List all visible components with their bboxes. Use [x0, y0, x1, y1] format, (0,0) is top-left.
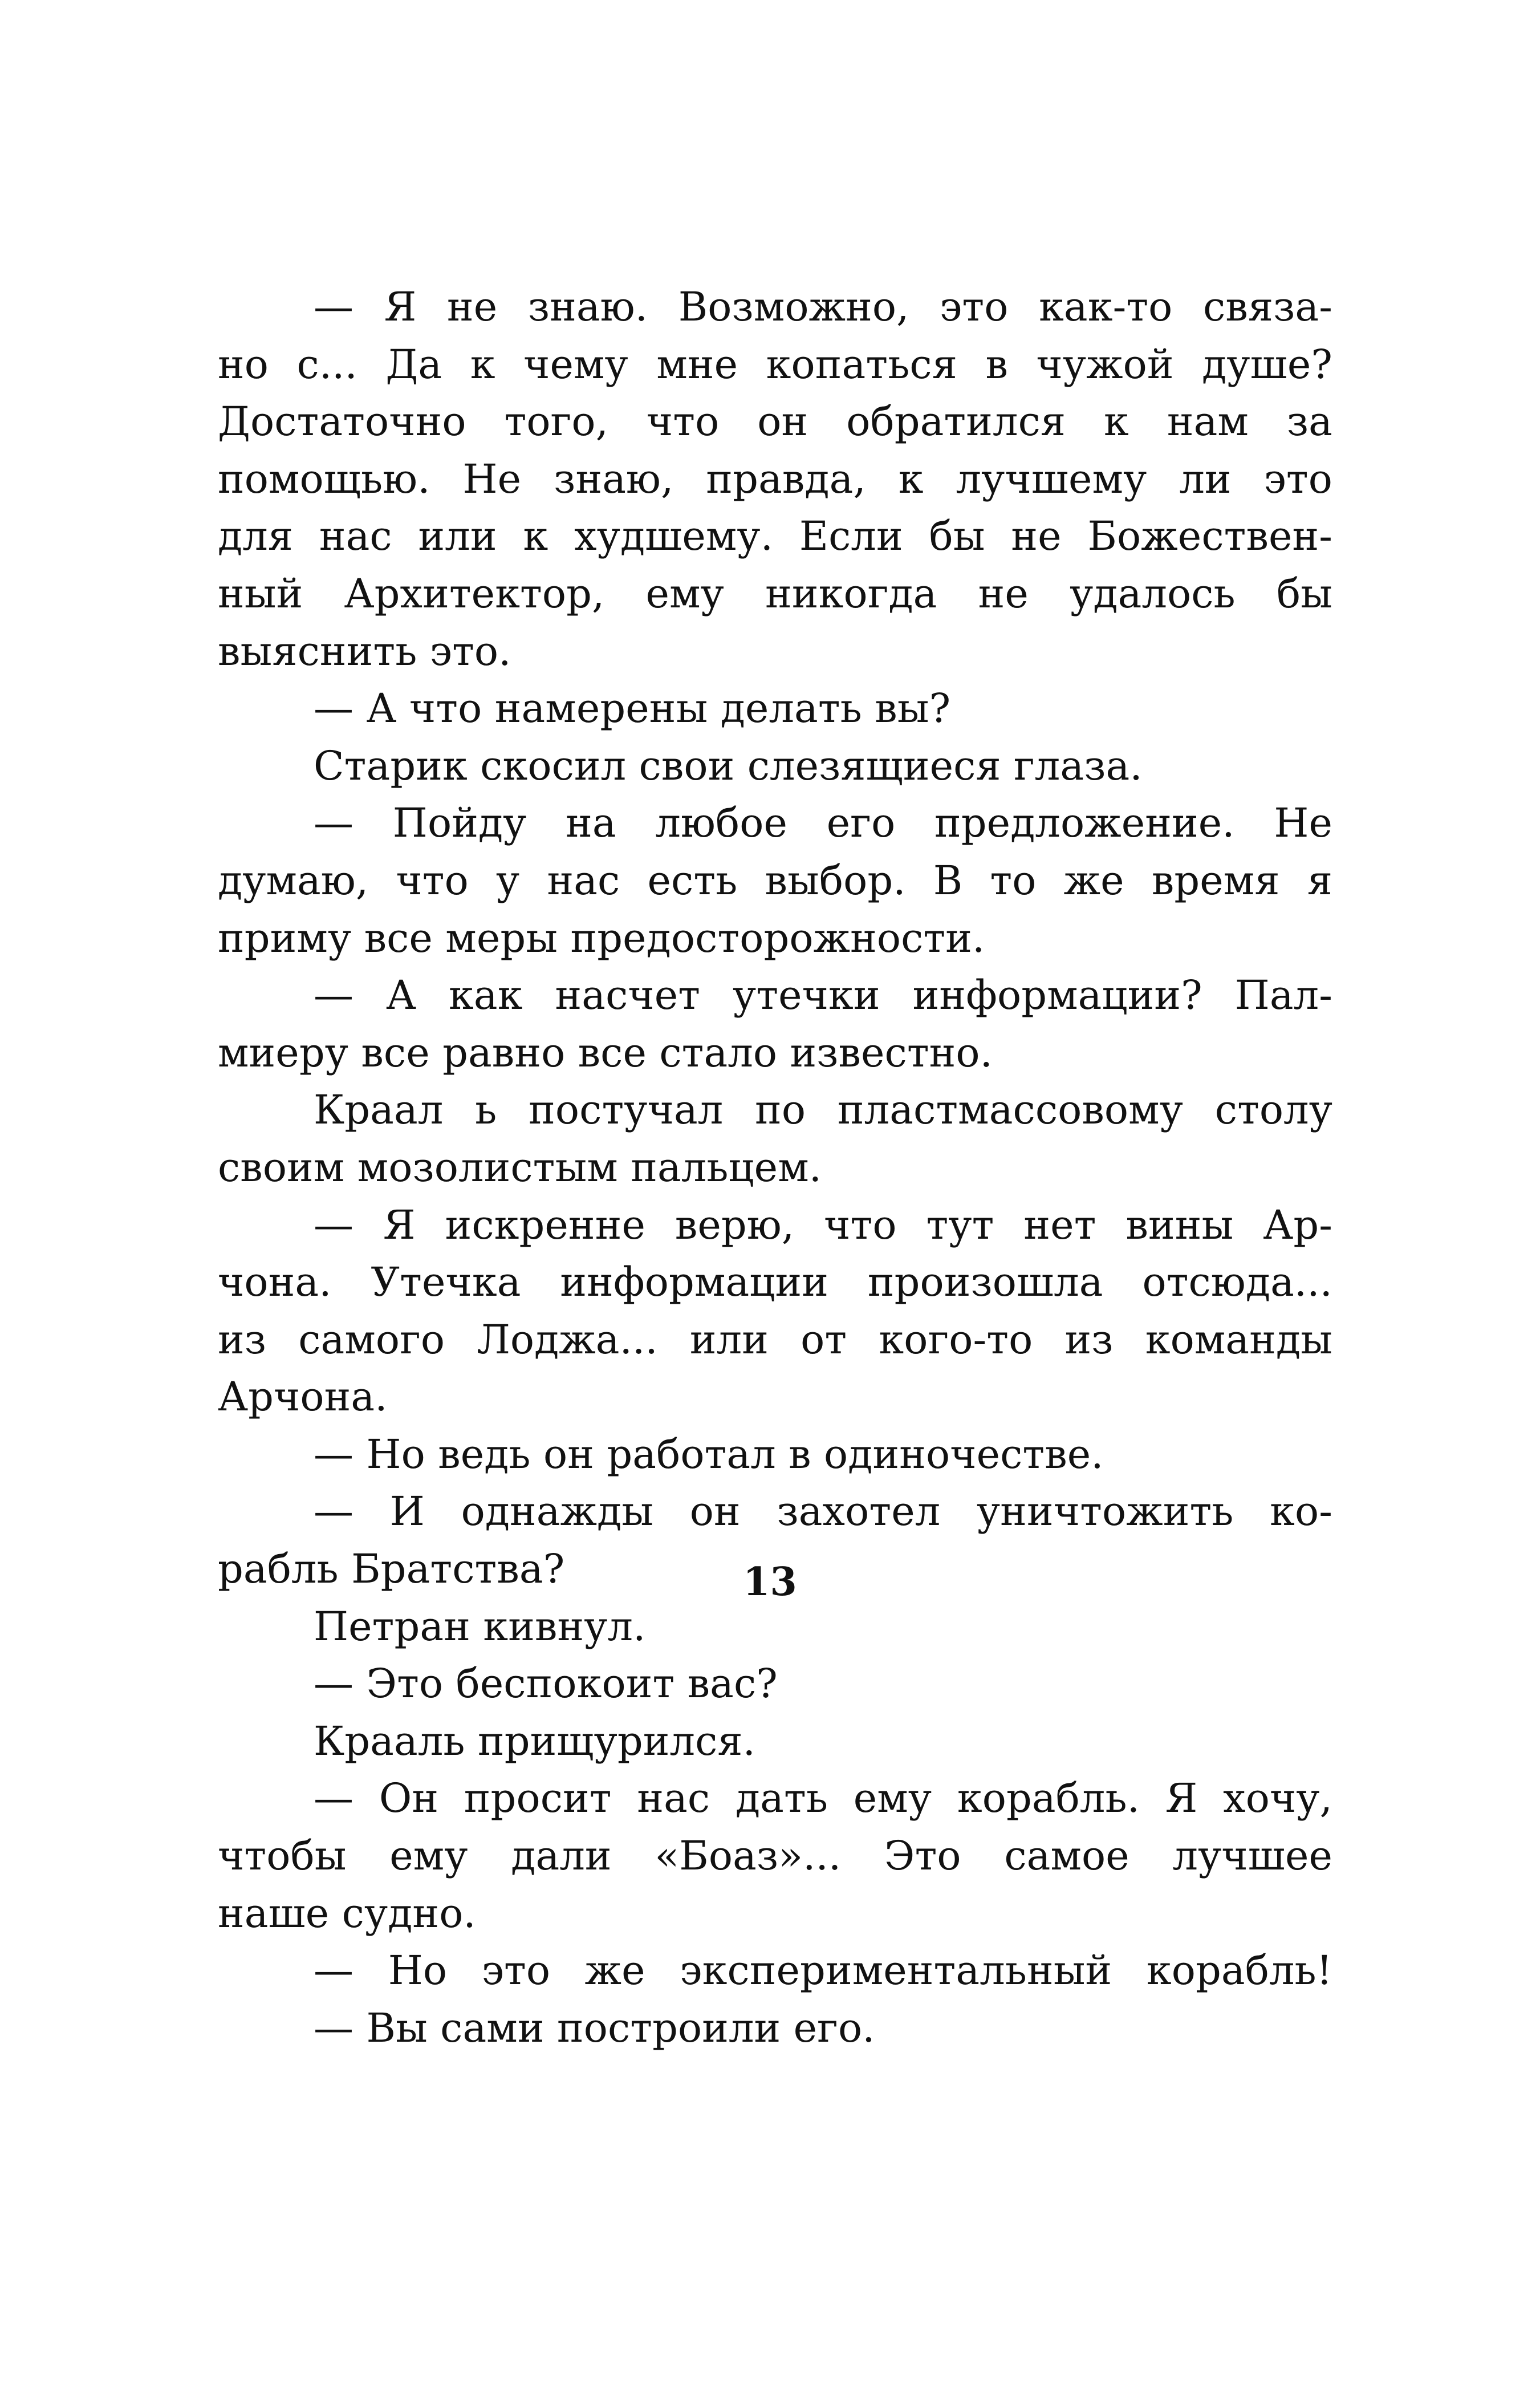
text-line: ный Архитектор, ему никогда не удалось бы	[218, 570, 1332, 617]
text-line: Старик скосил свои слезящиеся глаза.	[314, 742, 1143, 789]
text-line: — Но ведь он работал в одиночестве.	[314, 1430, 1104, 1478]
text-line: для нас или к худшему. Если бы не Божествен-	[218, 513, 1332, 560]
text-line: — Пойду на любое его предложение. Не	[314, 800, 1332, 847]
text-line: думаю, что у нас есть выбор. В то же время я	[218, 857, 1332, 904]
text-line: Достаточно того, что он обратился к нам за	[218, 398, 1332, 445]
text-line: помощью. Не знаю, правда, к лучшему ли это	[218, 455, 1332, 502]
text-line: — Я не знаю. Возможно, это как-то связа-	[314, 283, 1332, 330]
text-line: — Вы сами построили его.	[314, 2004, 875, 2051]
text-line: — Я искренне верю, что тут нет вины Ар-	[314, 1201, 1332, 1248]
text-line: рабль Братства?	[218, 1546, 565, 1593]
text-line: — А как насчет утечки информации? Пал-	[314, 972, 1332, 1019]
text-line: — Он просит нас дать ему корабль. Я хочу,	[314, 1775, 1332, 1822]
text-line: — И однажды он захотел уничтожить ко-	[314, 1488, 1332, 1535]
text-line: Краал ь постучал по пластмассовому столу	[314, 1086, 1332, 1134]
text-line: наше судно.	[218, 1889, 476, 1937]
text-line: Крааль прищурился.	[314, 1717, 756, 1765]
text-line: — Это беспокоит вас?	[314, 1660, 778, 1707]
text-line: — А что намерены делать вы?	[314, 685, 951, 732]
text-line: выяснить это.	[218, 627, 511, 675]
text-line: Петран кивнул.	[314, 1603, 646, 1650]
text-line: Арчона.	[218, 1373, 388, 1421]
text-line: своим мозолистым пальцем.	[218, 1143, 822, 1191]
text-line: миеру все равно все стало известно.	[218, 1029, 993, 1076]
page-number: 13	[743, 1559, 797, 1605]
text-line: из самого Лоджа... или от кого-то из команды	[218, 1316, 1332, 1363]
text-line: но с... Да к чему мне копаться в чужой душе?	[218, 340, 1332, 388]
text-line: — Но это же экспериментальный корабль!	[314, 1947, 1332, 1994]
text-line: чтобы ему дали «Боаз»... Это самое лучшее	[218, 1832, 1332, 1880]
text-line: приму все меры предосторожности.	[218, 914, 985, 962]
text-line: чона. Утечка информации произошла отсюда...	[218, 1259, 1332, 1306]
body-text	[218, 278, 1332, 2057]
